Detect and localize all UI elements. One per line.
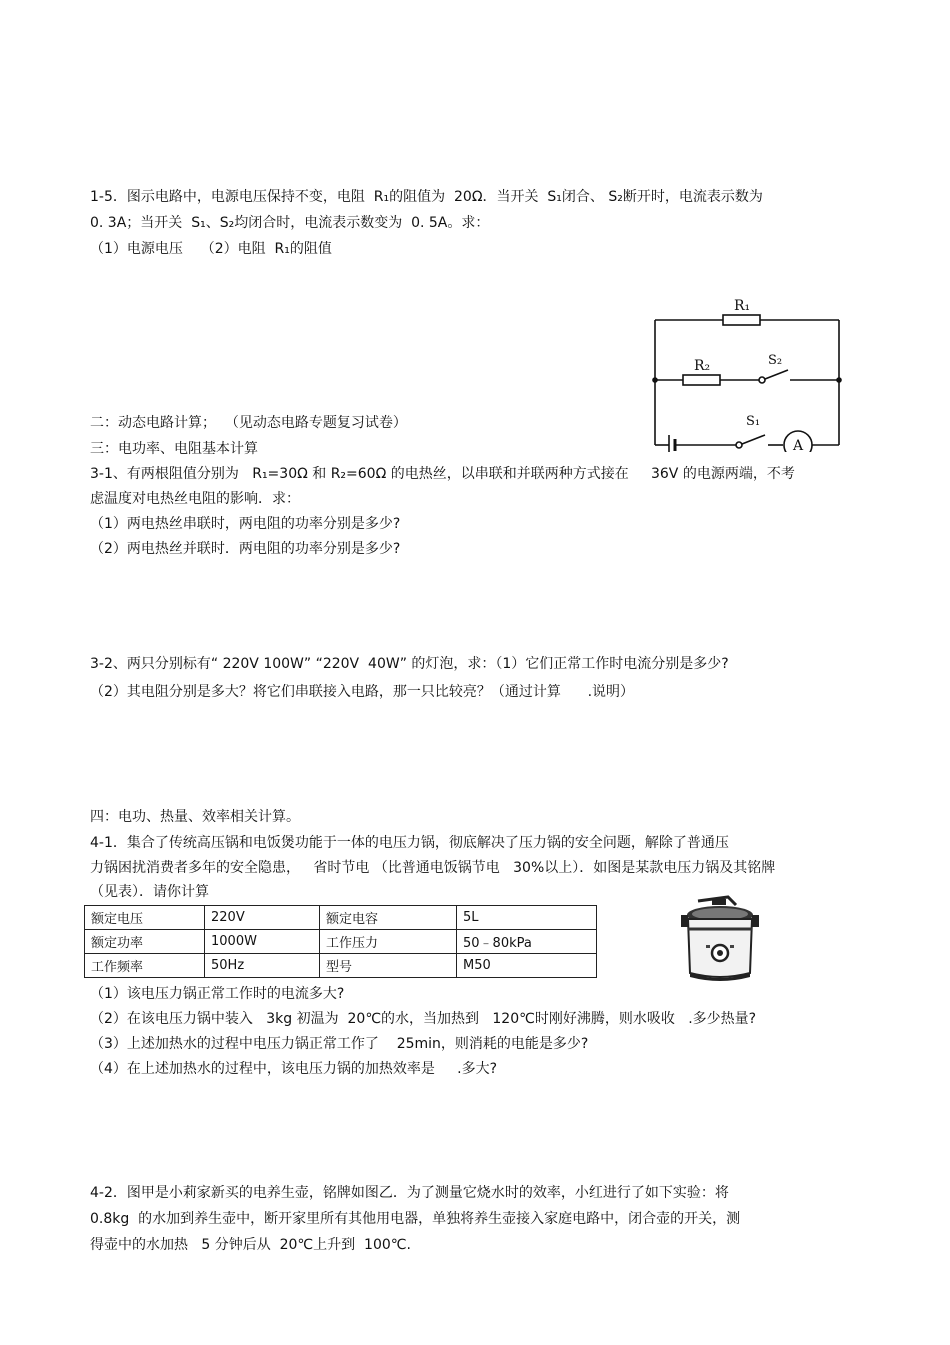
table-row — [85, 954, 597, 978]
s2-label: S₂ — [768, 353, 783, 368]
table-cell: 5L — [457, 906, 597, 930]
q15-line3: （1）电源电压 （2）电阻 R₁的阻值 — [90, 241, 332, 257]
table-cell: 50﹣80kPa — [457, 930, 597, 954]
table-cell: 工作频率 — [85, 954, 205, 978]
table-row — [85, 906, 597, 930]
nameplate-table — [84, 905, 597, 978]
table-cell: 50Hz — [205, 954, 320, 978]
q41-sub3: （3）上述加热水的过程中电压力锅正常工作了 25min，则消耗的电能是多少? — [90, 1036, 589, 1052]
r1-label: R₁ — [734, 298, 751, 314]
q15-line2: 0. 3A；当开关 S₁、S₂均闭合时，电流表示数变为 0. 5A。求： — [90, 215, 490, 231]
q31-line3: （1）两电热丝串联时，两电阻的功率分别是多少? — [90, 516, 401, 532]
q42-line2: 0.8kg 的水加到养生壶中，断开家里所有其他用电器，单独将养生壶接入家庭电路中，闭合壶的开关，测 — [90, 1211, 741, 1227]
table-cell: 额定电压 — [85, 906, 205, 930]
table-cell: 1000W — [205, 930, 320, 954]
q41-line3: （见表）．请你计算 — [90, 884, 209, 900]
q42-line1: 4-2．图甲是小莉家新买的电养生壶，铭牌如图乙．为了测量它烧水时的效率，小红进行了如下实验：将 — [90, 1185, 729, 1201]
q32-line2: （2）其电阻分别是多大？将它们串联接入电路，那一只比较亮？（通过计算 .说明） — [90, 684, 635, 700]
table-cell: 额定电容 — [320, 906, 457, 930]
section4-heading: 四：电功、热量、效率相关计算。 — [90, 809, 300, 825]
resistor-r2 — [683, 375, 720, 385]
q41-line1: 4-1．集合了传统高压锅和电饭煲功能于一体的电压力锅，彻底解决了压力锅的安全问题，解除了普通压 — [90, 835, 729, 851]
pressure-cooker-image — [678, 895, 768, 985]
q31-line2: 虑温度对电热丝电阻的影响．求： — [90, 491, 300, 507]
table-cell: 额定功率 — [85, 930, 205, 954]
s1-label: S₁ — [746, 414, 761, 429]
q41-sub1: （1）该电压力锅正常工作时的电流多大? — [90, 986, 345, 1002]
table-cell: M50 — [457, 954, 597, 978]
section2-heading: 二：动态电路计算； （见动态电路专题复习试卷） — [90, 415, 407, 431]
table-cell: 220V — [205, 906, 320, 930]
table-cell: 型号 — [320, 954, 457, 978]
resistor-r1 — [723, 315, 760, 325]
q32-line1: 3-2、两只分别标有“ 220V 100W” “220V 40W” 的灯泡，求：（1）它们正常工作时电流分别是多少? — [90, 656, 729, 672]
r2-label: R₂ — [694, 358, 711, 374]
section3-heading: 三：电功率、电阻基本计算 — [90, 441, 258, 457]
q41-sub4: （4）在上述加热水的过程中，该电压力锅的加热效率是 .多大? — [90, 1061, 498, 1077]
q31-line4: （2）两电热丝并联时．两电阻的功率分别是多少? — [90, 541, 401, 557]
q15-line1: 1-5．图示电路中，电源电压保持不变，电阻 R₁的阻值为 20Ω．当开关 S₁闭合、 S₂断开时，电流表示数为 — [90, 189, 763, 205]
table-row — [85, 930, 597, 954]
ammeter-label: A — [793, 438, 804, 452]
circuit-diagram — [650, 292, 850, 452]
q42-line3: 得壶中的水加热 5 分钟后从 20℃上升到 100℃. — [90, 1237, 411, 1253]
q41-sub2: （2）在该电压力锅中装入 3kg 初温为 20℃的水，当加热到 120℃时刚好沸腾，则水吸收 .多少热量? — [90, 1011, 757, 1027]
table-cell: 工作压力 — [320, 930, 457, 954]
q41-line2: 力锅困扰消费者多年的安全隐患， 省时节电 （比普通电饭锅节电 30%以上）．如图是某款电压力锅及其铭牌 — [90, 860, 776, 876]
q31-line1: 3-1、有两根阻值分别为 R₁=30Ω 和 R₂=60Ω 的电热丝，以串联和并联两种方式接在 36V 的电源两端，不考 — [90, 466, 795, 482]
